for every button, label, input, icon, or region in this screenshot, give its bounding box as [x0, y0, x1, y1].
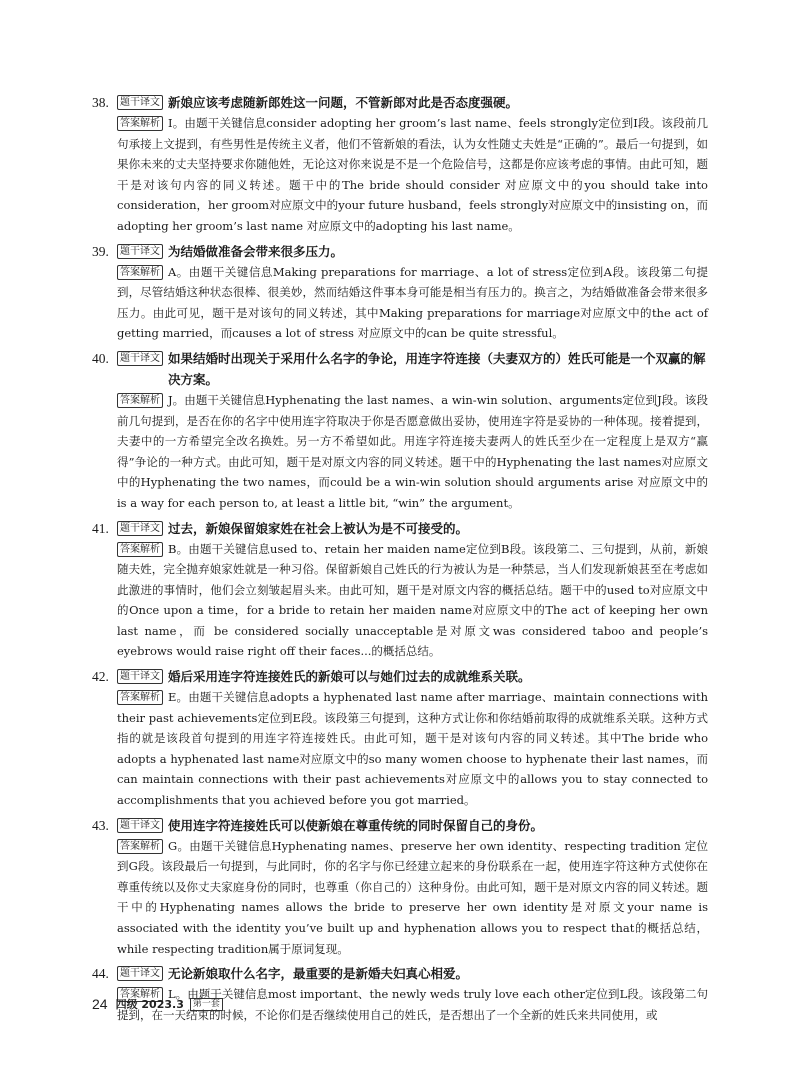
translation-tag: 题干译文	[117, 818, 163, 833]
answer-text: J。由题干关键信息Hyphenating the last names、a win-win solution、arguments定位到J段。该段前几句提到，是否在你的名字中使用连字符取决于你是否愿意做出妥协，使用连字符是妥协的一种体现。接着提到，夫妻中的一方希望完全改名换姓。另一方不希望如此。用连字符连接夫妻两人的姓氏至少在一定程度上是双方“赢得”争论的一种方式。由此可知，题干是对原文内容的同义转述。题干中的Hyphenating the last names对应原文中的Hyphenating the two names，而could be a win-win solution should arguments arise 对应原文中的is a way for each person to, at least a little bit, “win” the argument。	[117, 392, 708, 510]
question-translation: 为结婚做准备会带来很多压力。	[168, 243, 344, 259]
answer-text: A。由题干关键信息Making preparations for marriage、a lot of stress定位到A段。该段第二句提到，尽管结婚这种状态很棒、很美妙，然而结婚这件事本身可能是相当有压力的。换言之，为结婚做准备会带来很多压力。由此可见，题干是对该句的同义转述，其中Making preparations for marriage对应原文中的the act of getting married，而causes a lot of stress 对应原文中的can be quite stressful。	[117, 264, 708, 341]
question-40	[92, 348, 708, 514]
analysis-tag: 答案解析	[117, 116, 163, 131]
answer-text: E。由题干关键信息adopts a hyphenated last name after marriage、maintain connections with their past achievements定位到E段。该段第三句提到，这种方式让你和你结婚前取得的成就维系关联。这种方式指的就是该段首句提到的用连字符连接姓氏。由此可知，题干是对该句内容的同义转述。其中The bride who adopts a hyphenated last name对应原文中的so many women choose to hyphenate their last names，而can maintain connections with their past achievements对应原文中的allows you to stay connected to accomplishments that you achieved before you got married。	[117, 690, 708, 808]
question-39	[92, 241, 708, 344]
answer-key-content	[92, 92, 708, 1029]
question-number: 42.	[92, 669, 109, 685]
analysis-tag: 答案解析	[117, 839, 163, 854]
issue-label: 四级 2023.3	[115, 998, 184, 1011]
answer-text: I。由题干关键信息consider adopting her groom’s last name、feels strongly定位到I段。该段前几句承接上文提到，有些男性是传统主义者，他们不管新娘的看法，认为女性随丈夫姓是“正确的”。最后一句提到，如果你未来的丈夫坚持要求你随他姓，无论这对你来说是不是一个危险信号，这都是你应该考虑的事情。由此可知，题干是对该句内容的同义转述。题干中的The bride should consider 对应原文中的you should take into consideration，her groom对应原文中的your future husband，feels strongly对应原文中的insisting on，而adopting her groom’s last name 对应原文中的adopting his last name。	[117, 116, 708, 233]
question-translation: 婚后采用连字符连接姓氏的新娘可以与她们过去的成就维系关联。	[168, 669, 531, 685]
analysis-tag: 答案解析	[117, 542, 163, 557]
question-43	[92, 815, 708, 960]
question-translation: 无论新娘取什么名字，最重要的是新婚夫妇真心相爱。	[168, 966, 469, 982]
answer-text: L。由题干关键信息most important、the newly weds truly love each other定位到L段。该段第二句提到，在一天结束的时候，不论你们是否继续使用自己的姓氏，是否想出了一个全新的姓氏来共同使用，或	[117, 987, 708, 1022]
question-translation: 新娘应该考虑随新郎姓这一问题，不管新郎对此是否态度强硬。	[168, 95, 519, 110]
question-38	[92, 92, 708, 237]
translation-tag: 题干译文	[117, 244, 163, 259]
analysis-tag: 答案解析	[117, 690, 163, 705]
part-badge: 第一套	[190, 998, 223, 1011]
analysis-tag: 答案解析	[117, 393, 163, 408]
answer-paragraph	[117, 836, 708, 960]
answer-paragraph	[117, 390, 708, 514]
page-footer	[92, 996, 223, 1012]
question-translation: 过去，新娘保留娘家姓在社会上被认为是不可接受的。	[168, 520, 469, 536]
question-41	[92, 518, 708, 663]
question-42	[92, 666, 708, 811]
translation-tag: 题干译文	[117, 669, 163, 684]
question-number: 43.	[92, 817, 109, 833]
translation-tag: 题干译文	[117, 351, 163, 366]
question-number: 44.	[92, 966, 109, 982]
analysis-tag: 答案解析	[117, 265, 163, 280]
translation-tag: 题干译文	[117, 95, 163, 110]
answer-paragraph	[117, 539, 708, 663]
answer-text: B。由题干关键信息used to、retain her maiden name定位到B段。该段第二、三句提到，从前，新娘随夫姓，完全抛弃娘家姓就是一种习俗。保留新娘自己姓氏的行为被认为是一种禁忌，当人们发现新娘甚至在考虑如此激进的事情时，他们会立刻皱起眉头来。由此可知，题干是对原文内容的概括总结。题干中的used to对应原文中的Once upon a time，for a bride to retain her maiden name对应原文中的The act of keeping her own last name，而 be considered socially unacceptable是对原文was considered taboo and people’s eyebrows would raise right off their faces...的概括总结。	[117, 541, 708, 659]
question-44	[92, 963, 708, 1025]
question-translation: 使用连字符连接姓氏可以使新娘在尊重传统的同时保留自己的身份。	[168, 817, 544, 833]
translation-tag: 题干译文	[117, 966, 163, 981]
question-translation: 如果结婚时出现关于采用什么名字的争论，用连字符连接（夫妻双方的）姓氏可能是一个双赢的解决方案。	[168, 350, 706, 387]
page-number: 24	[92, 996, 108, 1012]
question-number: 39.	[92, 243, 109, 259]
answer-paragraph	[117, 687, 708, 811]
question-number: 41.	[92, 520, 109, 536]
translation-tag: 题干译文	[117, 521, 163, 536]
analysis-tag: 答案解析	[117, 987, 163, 1002]
question-number: 38.	[92, 95, 109, 110]
question-number: 40.	[92, 350, 109, 366]
answer-paragraph	[117, 113, 708, 237]
answer-text: G。由题干关键信息Hyphenating names、preserve her own identity、respecting tradition 定位到G段。该段最后一句提到，与此同时，你的名字与你已经建立起来的身份联系在一起，使用连字符这种方式使你在尊重传统以及你丈夫家庭身份的同时，也尊重（你自己的）这种身份。由此可知，题干是对原文内容的同义转述。题干中的Hyphenating names allows the bride to preserve her own identity是对原文your name is associated with the identity you’ve built up and hyphenation allows you to respect that的概括总结，while respecting tradition属于原词复现。	[117, 838, 708, 956]
answer-paragraph	[117, 262, 708, 344]
